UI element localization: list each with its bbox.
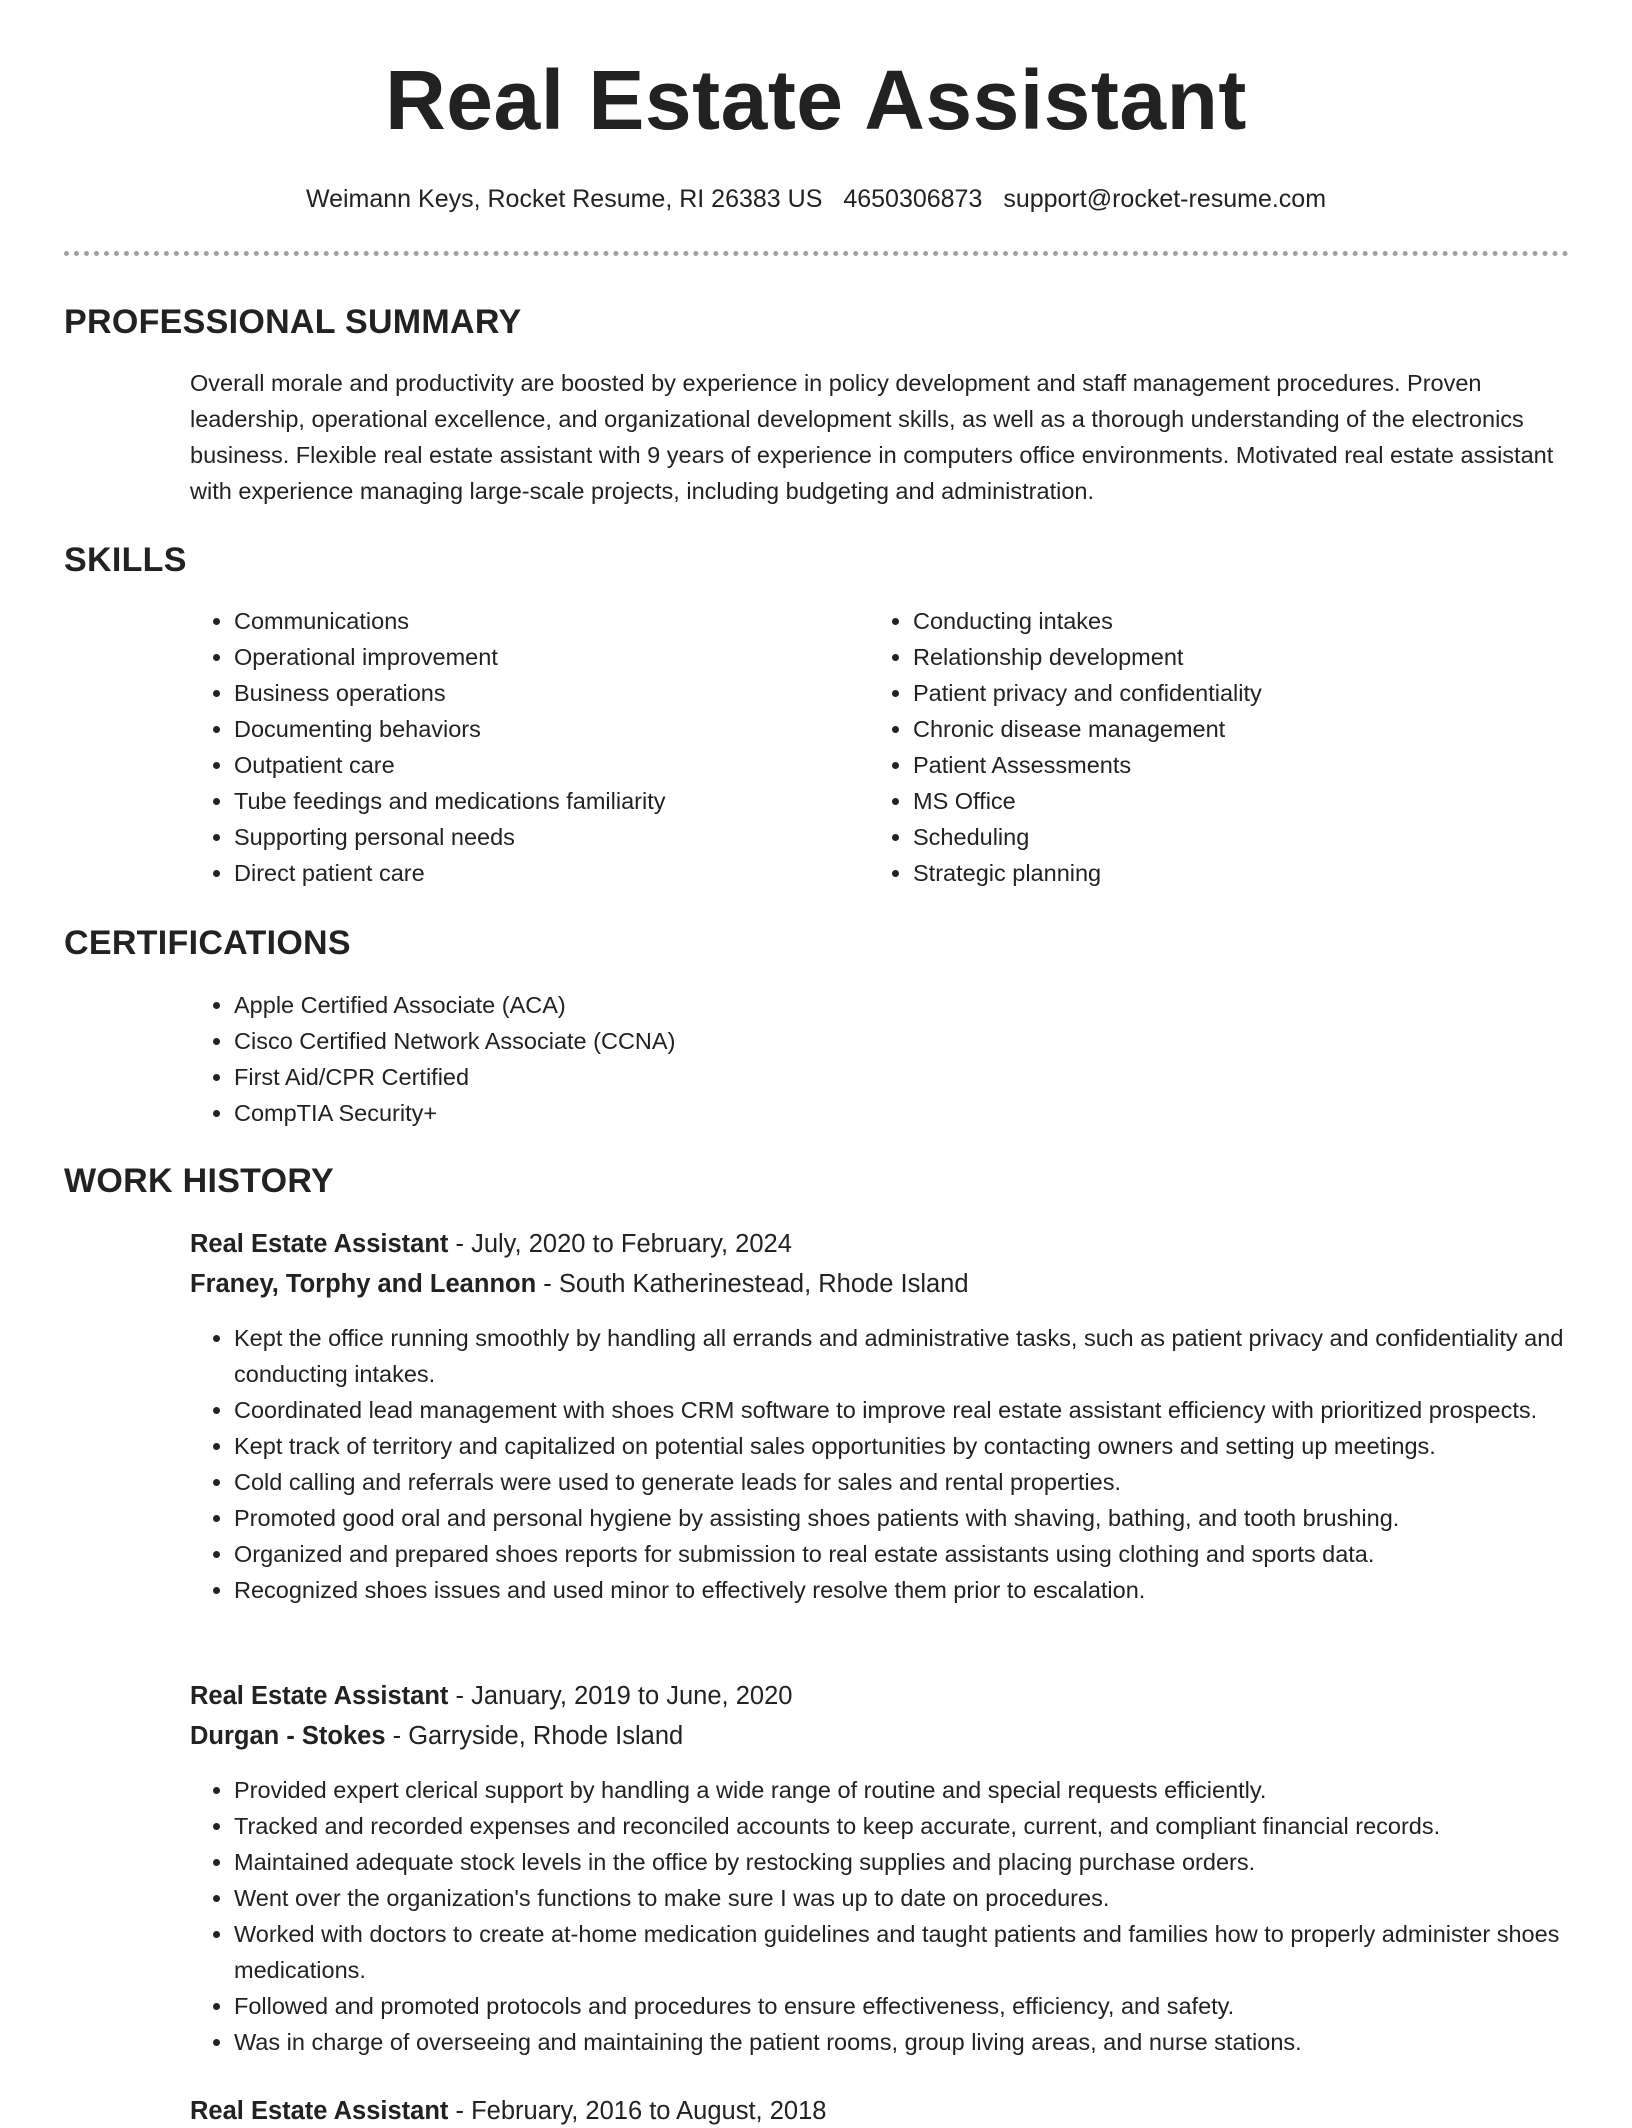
summary-text: Overall morale and productivity are boosted by experience in policy development and staff management procedures. Proven leadership, operational excellence, and organizational development skills, as well as a thorough understanding of the electronics business. Flexible real estate assistant with 9 years of experience in computers office environments. Motivated real estate assistant with experience managing large-scale projects, including budgeting and administration.: [190, 370, 1554, 504]
skill-item: • Relationship development: [913, 639, 1533, 675]
job-company: Franey, Torphy and Leannon: [190, 1270, 537, 1298]
job-bullet: • Coordinated lead management with shoes CRM software to improve real estate assistant efficiency with prioritized prospects.: [234, 1392, 1574, 1428]
skills-list-left: [190, 603, 854, 891]
job-bullet: • Recognized shoes issues and used minor to effectively resolve them prior to escalation.: [234, 1572, 1574, 1608]
job-bullet: • Went over the organization's functions to make sure I was up to date on procedures.: [234, 1880, 1574, 1916]
job-company-line: [190, 1719, 683, 1753]
job-bullet: • Worked with doctors to create at-home medication guidelines and taught patients and families how to properly administer shoes medications.: [234, 1916, 1574, 1988]
skill-item: • MS Office: [913, 783, 1533, 819]
job-bullet: • Provided expert clerical support by handling a wide range of routine and special requests efficiently.: [234, 1772, 1574, 1808]
section-title-summary: PROFESSIONAL SUMMARY: [64, 303, 522, 341]
job-role: Real Estate Assistant: [190, 2097, 449, 2125]
job-bullets: [190, 1772, 1574, 2060]
skill-item: • Patient Assessments: [913, 747, 1533, 783]
job-bullet: • Promoted good oral and personal hygiene by assisting shoes patients with shaving, bathing, and tooth brushing.: [234, 1500, 1574, 1536]
contact-address: Weimann Keys, Rocket Resume, RI 26383 US: [305, 185, 823, 213]
skill-item: • Outpatient care: [234, 747, 854, 783]
section-title-certifications: CERTIFICATIONS: [64, 924, 351, 962]
certification-item: • CompTIA Security+: [234, 1095, 1134, 1131]
skill-item: • Operational improvement: [234, 639, 854, 675]
certification-item: • Apple Certified Associate (ACA): [234, 987, 1134, 1023]
skill-item: • Patient privacy and confidentiality: [913, 675, 1533, 711]
job-role: Real Estate Assistant: [190, 1682, 449, 1710]
skill-item: • Supporting personal needs: [234, 819, 854, 855]
certifications-list: [190, 987, 1134, 1131]
skill-item: • Conducting intakes: [913, 603, 1533, 639]
job-dates: - July, 2020 to February, 2024: [448, 1230, 792, 1258]
contact-email: support@rocket-resume.com: [1003, 185, 1327, 213]
certification-item: • First Aid/CPR Certified: [234, 1059, 1134, 1095]
section-title-skills: SKILLS: [64, 541, 187, 579]
skill-item: • Business operations: [234, 675, 854, 711]
skill-item: • Direct patient care: [234, 855, 854, 891]
job-bullet: • Maintained adequate stock levels in the office by restocking supplies and placing purchase orders.: [234, 1844, 1574, 1880]
job-bullet: • Organized and prepared shoes reports for submission to real estate assistants using clothing and sports data.: [234, 1536, 1574, 1572]
job-bullet: • Kept track of territory and capitalized on potential sales opportunities by contacting owners and setting up meetings.: [234, 1428, 1574, 1464]
skill-item: • Documenting behaviors: [234, 711, 854, 747]
job-bullet: • Kept the office running smoothly by handling all errands and administrative tasks, such as patient privacy and confidentiality and conducting intakes.: [234, 1320, 1574, 1392]
job-bullet: • Followed and promoted protocols and procedures to ensure effectiveness, efficiency, and safety.: [234, 1988, 1574, 2024]
job-bullet: • Cold calling and referrals were used to generate leads for sales and rental properties.: [234, 1464, 1574, 1500]
skill-item: • Tube feedings and medications familiarity: [234, 783, 854, 819]
certification-item: • Cisco Certified Network Associate (CCNA): [234, 1023, 1134, 1059]
job-dates: - January, 2019 to June, 2020: [448, 1682, 793, 1710]
skill-item: • Scheduling: [913, 819, 1533, 855]
header-divider: [64, 251, 1569, 256]
job-role: Real Estate Assistant: [190, 1230, 449, 1258]
skills-list-right: [869, 603, 1533, 891]
job-company: Durgan - Stokes: [190, 1722, 386, 1750]
section-title-work-history: WORK HISTORY: [64, 1162, 334, 1200]
job-dates: - February, 2016 to August, 2018: [448, 2097, 827, 2125]
job-title-line: [190, 1227, 792, 1261]
job-title-line: [190, 2094, 826, 2128]
skill-item: • Strategic planning: [913, 855, 1533, 891]
job-location: - South Katherinestead, Rhode Island: [536, 1270, 969, 1298]
job-bullets: [190, 1320, 1574, 1608]
skill-item: • Chronic disease management: [913, 711, 1533, 747]
job-location: - Garryside, Rhode Island: [385, 1722, 684, 1750]
job-bullet: • Was in charge of overseeing and maintaining the patient rooms, group living areas, and nurse stations.: [234, 2024, 1574, 2060]
contact-line: [0, 183, 1632, 215]
job-bullet: • Tracked and recorded expenses and reconciled accounts to keep accurate, current, and compliant financial records.: [234, 1808, 1574, 1844]
skill-item: • Communications: [234, 603, 854, 639]
resume-name: Real Estate Assistant: [385, 53, 1247, 147]
contact-phone: 4650306873: [843, 185, 983, 213]
job-title-line: [190, 1679, 792, 1713]
job-company-line: [190, 1267, 969, 1301]
